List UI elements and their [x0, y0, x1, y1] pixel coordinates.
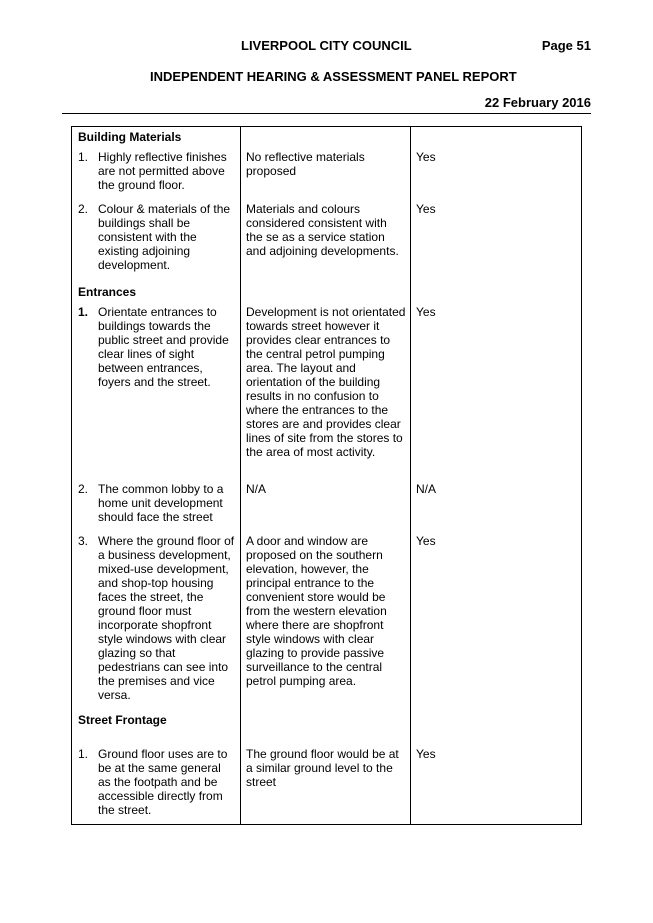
assessment-table	[71, 126, 582, 825]
item-number: 1.	[78, 149, 89, 164]
compliance-value: Yes	[416, 304, 436, 319]
criterion-text: Orientate entrances to buildings towards the public street and provide clear lines of sight between entrances, foyers and the street.	[98, 304, 229, 389]
item-number: 2.	[78, 201, 89, 216]
item-number: 1.	[78, 746, 89, 761]
compliance-value: N/A	[416, 481, 437, 496]
comment-text: The ground floor would be at a similar ground level to the street	[246, 746, 399, 789]
comment-text: No reflective materials proposed	[246, 149, 365, 178]
table-row	[72, 747, 582, 825]
header-rule	[62, 113, 591, 114]
comment-text: Materials and colours considered consistent with the se as a service station and adjoining developments.	[246, 201, 399, 258]
report-date: 22 February 2016	[484, 95, 591, 110]
criterion-text: Colour & materials of the buildings shall be consistent with the existing adjoining development.	[98, 201, 231, 272]
comment-text: A door and window are proposed on the southern elevation, however, the principal entrance to the convenient store would be from the western elevation where there are shopfront style windows with clear glazing to provide passive surveillance to the central petrol pumping area.	[246, 533, 387, 688]
report-title: INDEPENDENT HEARING & ASSESSMENT PANEL REPORT	[150, 69, 517, 84]
section-title: Street Frontage	[78, 712, 167, 727]
compliance-value: Yes	[416, 533, 436, 548]
table-row	[72, 482, 582, 534]
compliance-value: Yes	[416, 201, 436, 216]
comment-text: N/A	[246, 481, 267, 496]
section-heading-row	[72, 710, 582, 747]
criterion-text: The common lobby to a home unit development should face the street	[98, 481, 224, 524]
table-row	[72, 202, 582, 282]
item-number: 3.	[78, 533, 89, 548]
comment-text: Development is not orientated towards street however it provides clear entrances to the central petrol pumping area. The layout and orientation of the building results in no confusion to where the entrances to the stores are and provides clear lines of site from the stores to the area of most activity.	[246, 304, 406, 459]
table-row	[72, 534, 582, 710]
item-number: 1.	[78, 304, 89, 319]
compliance-value: Yes	[416, 746, 436, 761]
compliance-value: Yes	[416, 149, 436, 164]
item-number: 2.	[78, 481, 89, 496]
criterion-text: Highly reflective finishes are not permitted above the ground floor.	[98, 149, 227, 192]
section-title: Entrances	[78, 284, 137, 299]
section-heading-row	[72, 127, 582, 150]
section-title: Building Materials	[78, 130, 182, 144]
criterion-text: Where the ground floor of a business development, mixed-use development, and shop-top housing faces the street, the ground floor must incorporate shopfront style windows with clear glazing so that pedestrians can see into the premises and vice versa.	[98, 533, 235, 702]
page-number: Page 51	[541, 38, 591, 53]
table-row	[72, 305, 582, 482]
section-heading-row	[72, 282, 582, 305]
table-row	[72, 150, 582, 202]
criterion-text: Ground floor uses are to be at the same general as the footpath and be accessible directly from the street.	[98, 746, 228, 817]
council-name: LIVERPOOL CITY COUNCIL	[241, 38, 412, 53]
